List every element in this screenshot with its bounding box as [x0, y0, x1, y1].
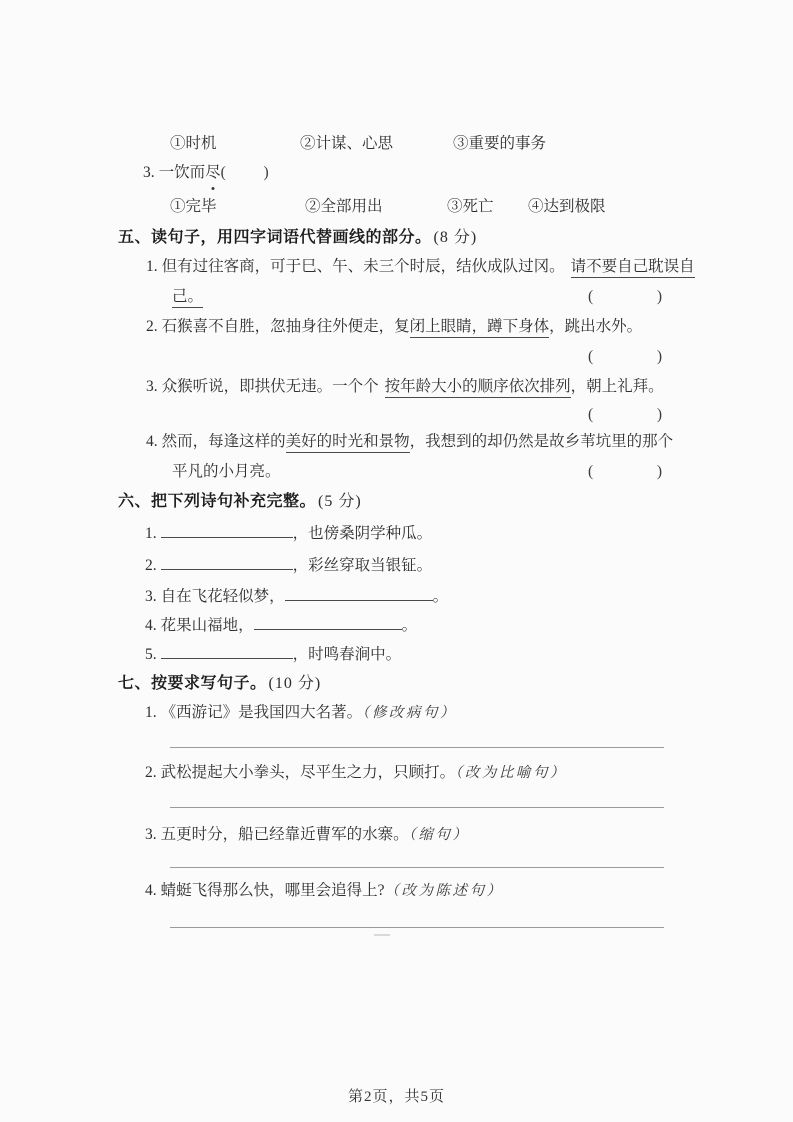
instruction-note: （修改病句）: [362, 705, 457, 721]
answer-brackets: [588, 346, 662, 368]
question-line: [0, 376, 793, 402]
question-number: 3.: [146, 378, 158, 395]
rewrite-question: [0, 824, 793, 850]
answer-writing-line: [170, 867, 664, 868]
fill-blank-line: [0, 642, 793, 668]
close-paren: ): [656, 406, 662, 423]
answer-blank: [161, 521, 293, 538]
sentence-text: 《西游记》是我国四大名著。: [160, 704, 363, 721]
answer-brackets: [588, 461, 662, 483]
poem-text: ，也傍桑阴学种瓜。: [292, 525, 433, 542]
underlined-text: 闭上眼睛，蹲下身体: [410, 318, 550, 338]
sentence-text: 武松提起大小拳头，尽平生之力，只顾打。: [160, 764, 456, 781]
poem-text: 花果山福地，: [160, 617, 254, 634]
sentence-text: 然而，每逢这样的: [161, 433, 286, 450]
open-paren: (: [588, 348, 594, 365]
option-item: ③死亡: [447, 198, 494, 215]
scan-artifact: [374, 934, 390, 936]
answer-blank: [161, 642, 293, 659]
answer-blank: [254, 613, 402, 630]
section-title: 五、读句子，用四字词语代替画线的部分。: [118, 229, 432, 246]
open-paren: (: [588, 406, 594, 423]
close-paren: ): [656, 288, 662, 305]
answer-bracket-line: [0, 404, 793, 430]
instruction-note: （缩句）: [408, 827, 470, 843]
rewrite-question: [0, 880, 793, 906]
question-number: 4.: [145, 617, 157, 634]
poem-text: ，彩丝穿取当银钲。: [292, 557, 433, 574]
close-paren: ): [263, 164, 269, 181]
question-number: 3.: [145, 588, 157, 605]
poem-text: ，时鸣春涧中。: [292, 646, 402, 663]
option-item: ④达到极限: [528, 198, 606, 215]
question-stem: [0, 162, 793, 188]
fill-blank-line: [0, 584, 793, 610]
sentence-text: 但有过往客商，可于巳、午、未三个时辰，结伙成队过冈。: [161, 258, 565, 275]
section-7-header: [0, 673, 793, 699]
question-number: 1.: [146, 258, 158, 275]
fill-blank-line: [0, 613, 793, 639]
underlined-text: 美好的时光和景物: [286, 433, 410, 453]
answer-blank: [161, 553, 293, 570]
section-points: (5 分): [318, 493, 362, 510]
sentence-text: 石猴喜不自胜，忽抽身往外便走，复: [161, 318, 410, 335]
poem-text: 自在飞花轻似梦，: [160, 588, 285, 605]
option-item: ①完毕: [170, 198, 217, 215]
question-number: 2.: [146, 318, 158, 335]
question-number: 5.: [145, 646, 157, 663]
instruction-note: （改为比喻句）: [455, 765, 567, 781]
answer-writing-line: [170, 927, 664, 928]
option-row: [0, 196, 793, 222]
answer-brackets: [221, 162, 269, 184]
fill-blank-line: [0, 553, 793, 579]
question-number: 3.: [145, 826, 157, 843]
open-paren: (: [588, 288, 594, 305]
section-points: (10 分): [268, 675, 322, 692]
question-number: 4.: [146, 433, 158, 450]
poem-text: 。: [432, 588, 449, 605]
dotted-character: 尽: [205, 162, 221, 184]
option-item: ②计谋、心思: [300, 135, 394, 152]
question-number: 2.: [145, 557, 157, 574]
answer-bracket-line: [0, 346, 793, 372]
sentence-text: 蜻蜓飞得那么快，哪里会追得上?: [160, 882, 385, 899]
question-number: 1.: [145, 525, 157, 542]
close-paren: ): [656, 463, 662, 480]
sentence-text: ，朝上礼拜。: [570, 378, 664, 395]
question-line: [0, 461, 793, 487]
open-paren: (: [588, 463, 594, 480]
stem-text: 一饮而: [158, 164, 206, 181]
answer-blank: [285, 584, 433, 601]
underlined-text: 己。: [172, 288, 203, 308]
underlined-text: 请不要自己耽误自: [571, 258, 695, 278]
rewrite-question: [0, 702, 793, 728]
answer-writing-line: [170, 807, 664, 808]
option-item: ③重要的事务: [453, 135, 547, 152]
poem-text: 。: [401, 617, 418, 634]
instruction-note: （改为陈述句）: [384, 883, 504, 899]
page-number-footer: 第2页，共5页: [347, 1089, 445, 1105]
option-item: ①时机: [170, 135, 217, 152]
question-number: 4.: [145, 882, 157, 899]
sentence-text: ，跳出水外。: [549, 318, 643, 335]
underlined-text: 按年龄大小的顺序依次排列: [385, 378, 571, 398]
section-points: (8 分): [433, 229, 478, 246]
option-row: [0, 133, 793, 159]
close-paren: ): [656, 348, 662, 365]
answer-writing-line: [170, 747, 664, 748]
section-title: 七、按要求写句子。: [118, 675, 267, 692]
question-number: 2.: [145, 764, 157, 781]
sentence-text: 五更时分，船已经靠近曹军的水寨。: [160, 826, 409, 843]
answer-brackets: [588, 404, 662, 426]
question-line: [0, 256, 793, 282]
question-line: [0, 316, 793, 342]
fill-blank-line: [0, 521, 793, 547]
sentence-text: 平凡的小月亮。: [172, 463, 281, 480]
question-line: [0, 286, 793, 312]
question-number: 1.: [145, 704, 157, 721]
option-item: ②全部用出: [305, 198, 383, 215]
answer-brackets: [588, 286, 662, 308]
open-paren: (: [220, 164, 226, 181]
question-number: 3.: [143, 164, 155, 181]
sentence-text: ，我想到的却仍然是故乡苇坑里的那个: [409, 433, 674, 450]
section-6-header: [0, 491, 793, 517]
rewrite-question: [0, 762, 793, 788]
sentence-text: 众猴听说，即拱伏无违。一个个: [161, 378, 379, 395]
section-title: 六、把下列诗句补充完整。: [118, 493, 317, 510]
question-line: [0, 431, 793, 457]
section-5-header: [0, 227, 793, 253]
